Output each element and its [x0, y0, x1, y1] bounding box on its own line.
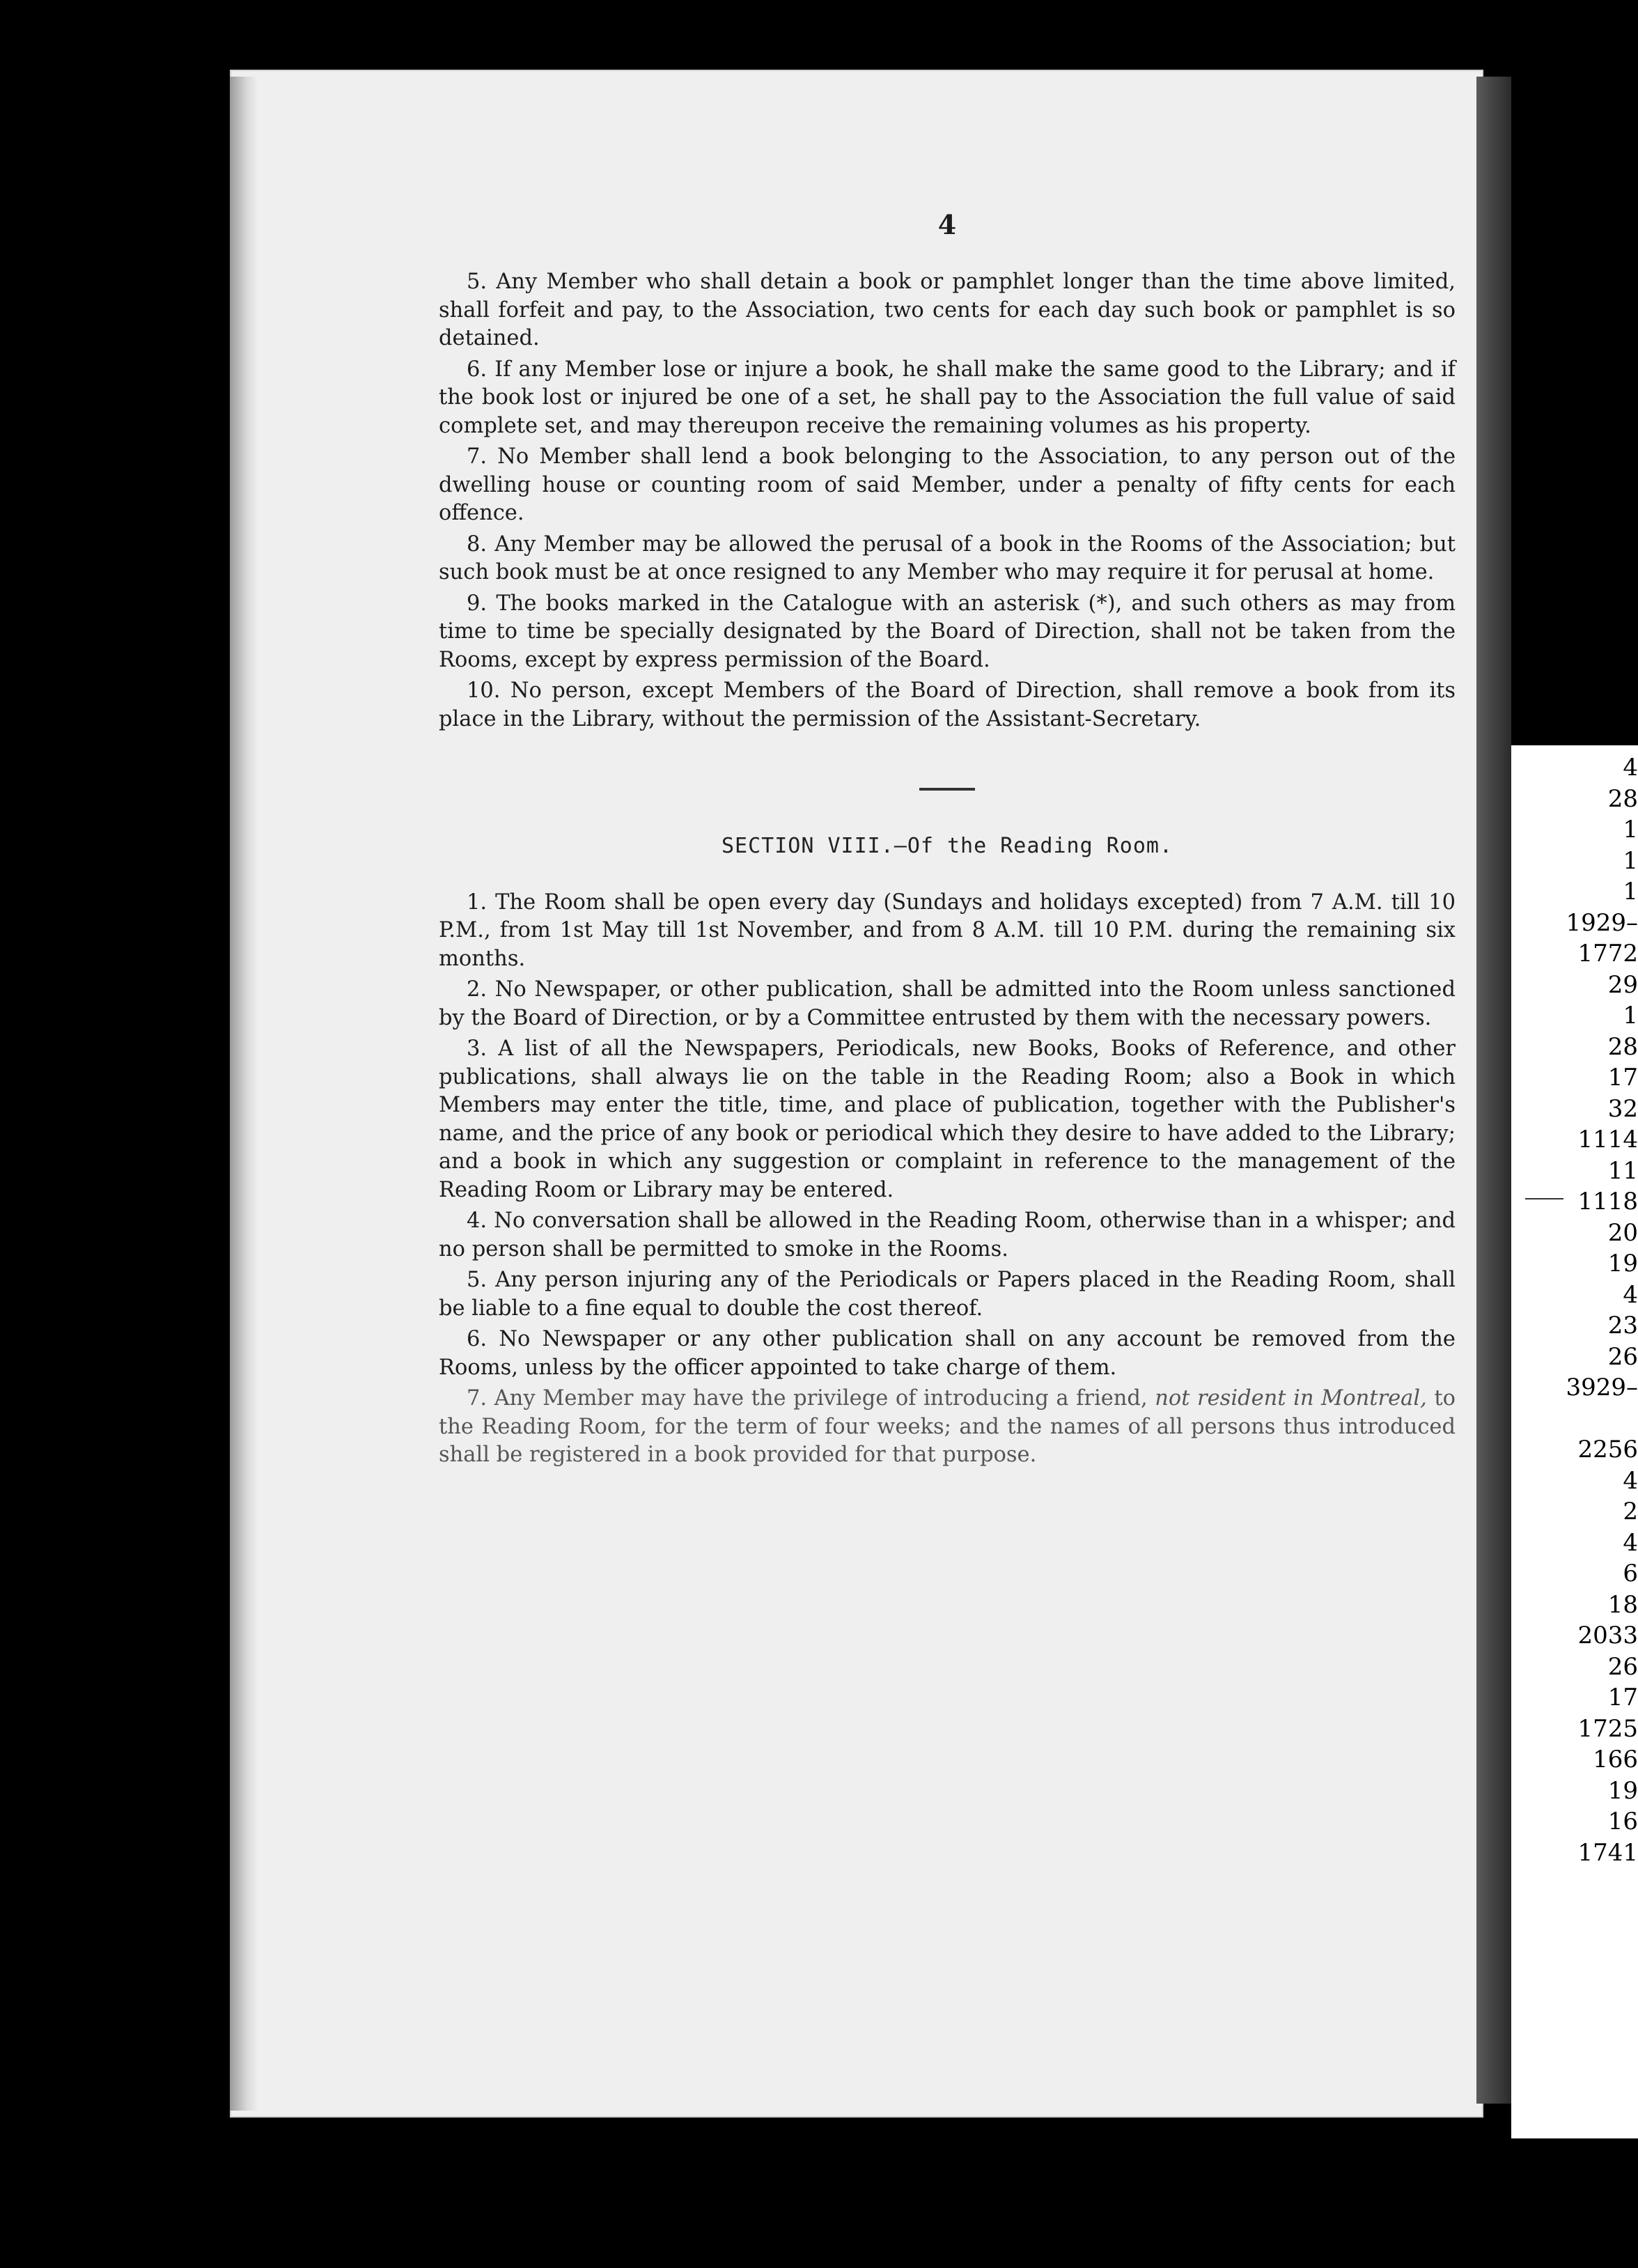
adjacent-number: 1	[1623, 1002, 1638, 1030]
reading-room-rule: 3. A list of all the Newspapers, Periodicals, new Books, Books of Reference, and other publications, shall always lie on the table in the Reading Room; also a Book in which Members may enter the title, time, and place of publication, together with the Publisher's name, and the price of any book or periodical which they desire to have added to the Library; and a book in which any suggestion or complaint in reference to the management of the Reading Room or Library may be entered.	[439, 1036, 1456, 1202]
adjacent-number: 2033	[1577, 1622, 1638, 1649]
adjacent-number: 1	[1623, 878, 1638, 906]
adjacent-number: 4	[1623, 1528, 1638, 1557]
adjacent-number: 1118	[1577, 1188, 1638, 1215]
rule-text: to the Reading Room, for the term of four weeks; and the names of all persons thus introduced shall be registered in a book provided for that purpose.	[439, 1386, 1456, 1467]
adjacent-number: 29	[1607, 970, 1638, 999]
reading-room-rule: 6. No Newspaper or any other publication shall on any account be removed from the Rooms, unless by the officer appointed to take charge of them.	[439, 1327, 1456, 1380]
reading-room-rule	[439, 1385, 1456, 1470]
adjacent-number: 1	[1623, 846, 1638, 875]
rule-paragraph: 6. If any Member lose or injure a book, he shall make the same good to the Library; and if the book lost or injured be one of a set, he shall pay to the Association the full value of said complete set, and may thereupon receive the remaining volumes as his property.	[439, 357, 1456, 438]
adjacent-number: 1741	[1577, 1838, 1638, 1867]
reading-room-rule: 2. No Newspaper, or other publication, shall be admitted into the Room unless sanctioned by the Board of Direction, or by a Committee entrusted by them with the necessary powers.	[439, 977, 1456, 1030]
rule-paragraph: 5. Any Member who shall detain a book or pamphlet longer than the time above limited, shall forfeit and pay, to the Association, two cents for each day such book or pamphlet is so detained.	[439, 270, 1456, 350]
adjacent-number: 1	[1623, 816, 1638, 844]
adjacent-number: 28	[1607, 784, 1638, 813]
adjacent-number: 20	[1607, 1218, 1638, 1247]
rule-italic-text: not resident in Montreal,	[1155, 1386, 1427, 1411]
adjacent-number: 17	[1607, 1684, 1638, 1711]
adjacent-number: 4	[1623, 754, 1638, 782]
rule-paragraph: 10. No person, except Members of the Board of Direction, shall remove a book from its place in the Library, without the permission of the Assistant-Secretary.	[439, 678, 1456, 731]
adjacent-number: 23	[1607, 1312, 1638, 1339]
adjacent-number: 19	[1607, 1776, 1638, 1805]
adjacent-number: 26	[1607, 1342, 1638, 1371]
adjacent-number: 1725	[1577, 1714, 1638, 1743]
adjacent-number: 4	[1623, 1280, 1638, 1309]
adjacent-number: 19	[1607, 1250, 1638, 1277]
section-divider	[919, 788, 975, 791]
rule-paragraph: 8. Any Member may be allowed the perusal of a book in the Rooms of the Association; but such book must be at once resigned to any Member who may require it for perusal at home.	[439, 531, 1456, 584]
adjacent-number: 4	[1623, 1466, 1638, 1495]
rule-paragraph: 7. No Member shall lend a book belonging to the Association, to any person out of the dwelling house or counting room of said Member, under a penalty of fifty cents for each offence.	[439, 444, 1456, 525]
adjacent-number: 18	[1607, 1590, 1638, 1619]
scan-mark: ʃ	[1274, 2229, 1282, 2261]
adjacent-number: 2256	[1577, 1436, 1638, 1463]
adjacent-number: 2	[1623, 1498, 1638, 1525]
scan-left-margin	[0, 0, 136, 2268]
reading-room-rule: 4. No conversation shall be allowed in the Reading Room, otherwise than in a whisper; and no person shall be permitted to smoke in the Rooms.	[439, 1209, 1456, 1261]
adjacent-number: 17	[1607, 1064, 1638, 1092]
adjacent-number: 26	[1607, 1652, 1638, 1681]
adjacent-number: 3929–	[1566, 1374, 1638, 1401]
adjacent-number: 16	[1607, 1808, 1638, 1835]
adjacent-number: 6	[1623, 1560, 1638, 1587]
rule-paragraph: 9. The books marked in the Catalogue with an asterisk (*), and such others as may from time to time be specially designated by the Board of Direction, shall not be taken from the Rooms, except by express permission of the Board.	[439, 591, 1456, 672]
adjacent-number: 32	[1607, 1094, 1638, 1123]
adjacent-number: 11	[1607, 1156, 1638, 1185]
page-binding-edge	[230, 77, 258, 2111]
adjacent-number: 1114	[1577, 1126, 1638, 1154]
adjacent-number: 1929–	[1566, 908, 1638, 937]
adjacent-page-numbers	[1532, 752, 1638, 1868]
adjacent-number	[1532, 1404, 1638, 1435]
adjacent-number: 28	[1607, 1032, 1638, 1061]
page-number: 4	[937, 209, 957, 240]
adjacent-number: 166	[1593, 1746, 1638, 1773]
reading-room-rule: 1. The Room shall be open every day (Sundays and holidays excepted) from 7 A.M. till 10 P.M., from 1st May till 1st November, and from 8 A.M. till 10 P.M. during the remaining six months.	[439, 890, 1456, 971]
rule-text: 7. Any Member may have the privilege of introducing a friend,	[467, 1386, 1155, 1411]
adjacent-number: 1772	[1577, 940, 1638, 968]
page-body-text	[439, 202, 1456, 1473]
reading-room-rule: 5. Any person injuring any of the Periodicals or Papers placed in the Reading Room, shall be liable to a fine equal to double the cost thereof.	[439, 1268, 1456, 1321]
page-right-edge	[1476, 77, 1511, 2104]
section-heading: SECTION VIII.—Of the Reading Room.	[721, 834, 1173, 858]
